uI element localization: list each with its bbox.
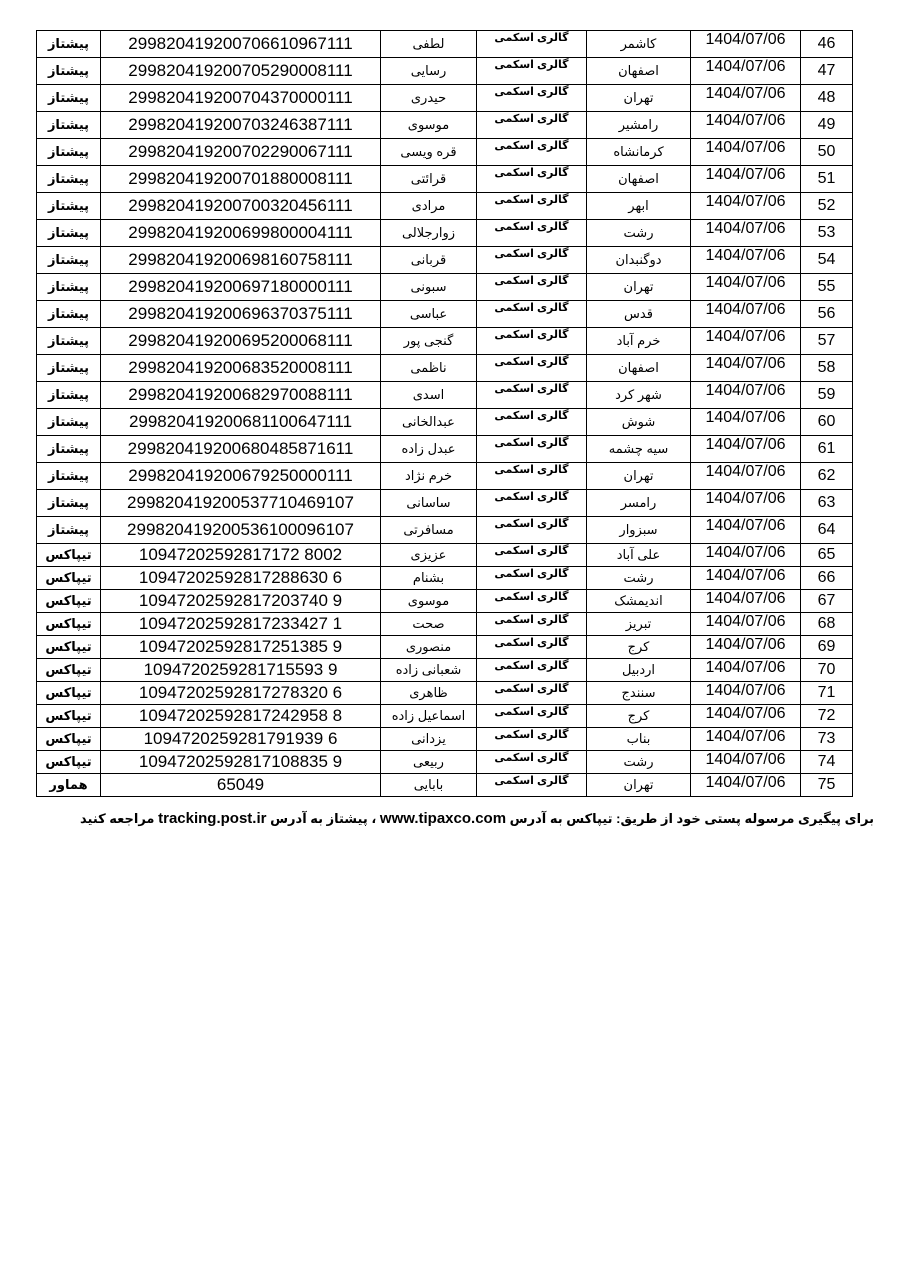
sender-cell: گالری اسکمی: [477, 139, 587, 166]
sender-cell: گالری اسکمی: [477, 328, 587, 355]
row-number-cell: 53: [801, 220, 853, 247]
table-row: [37, 274, 853, 301]
row-number-cell: 67: [801, 590, 853, 613]
shipment-sheet: [36, 30, 852, 797]
sender-cell: گالری اسکمی: [477, 463, 587, 490]
sender-cell: گالری اسکمی: [477, 301, 587, 328]
carrier-cell: تیپاکس: [37, 705, 101, 728]
date-cell: 1404/07/06: [691, 220, 801, 247]
tracking-number-cell: 299820419200702290067111: [101, 139, 381, 166]
recipient-name-cell: ساسانی: [381, 490, 477, 517]
carrier-cell: پیشتاز: [37, 166, 101, 193]
recipient-name-cell: ظاهری: [381, 682, 477, 705]
city-cell: تهران: [587, 463, 691, 490]
row-number-cell: 54: [801, 247, 853, 274]
date-cell: 1404/07/06: [691, 682, 801, 705]
recipient-name-cell: اسدی: [381, 382, 477, 409]
tracking-number-cell: 299820419200680485871611: [101, 436, 381, 463]
city-cell: سبزوار: [587, 517, 691, 544]
city-cell: اندیمشک: [587, 590, 691, 613]
city-cell: تهران: [587, 85, 691, 112]
recipient-name-cell: عباسی: [381, 301, 477, 328]
date-cell: 1404/07/06: [691, 659, 801, 682]
city-cell: رامسر: [587, 490, 691, 517]
row-number-cell: 49: [801, 112, 853, 139]
recipient-name-cell: صحت: [381, 613, 477, 636]
city-cell: کرج: [587, 705, 691, 728]
table-row: [37, 301, 853, 328]
table-row: [37, 58, 853, 85]
row-number-cell: 75: [801, 774, 853, 797]
carrier-cell: پیشتاز: [37, 58, 101, 85]
recipient-name-cell: شعبانی زاده: [381, 659, 477, 682]
recipient-name-cell: قرائتی: [381, 166, 477, 193]
sender-cell: گالری اسکمی: [477, 193, 587, 220]
recipient-name-cell: خرم نژاد: [381, 463, 477, 490]
recipient-name-cell: اسماعیل زاده: [381, 705, 477, 728]
city-cell: علی آباد: [587, 544, 691, 567]
sender-cell: گالری اسکمی: [477, 382, 587, 409]
sender-cell: گالری اسکمی: [477, 517, 587, 544]
date-cell: 1404/07/06: [691, 544, 801, 567]
table-row: [37, 112, 853, 139]
table-row: [37, 728, 853, 751]
row-number-cell: 56: [801, 301, 853, 328]
row-number-cell: 72: [801, 705, 853, 728]
sender-cell: گالری اسکمی: [477, 774, 587, 797]
city-cell: اصفهان: [587, 58, 691, 85]
city-cell: قدس: [587, 301, 691, 328]
table-row: [37, 166, 853, 193]
date-cell: 1404/07/06: [691, 355, 801, 382]
city-cell: تبریز: [587, 613, 691, 636]
date-cell: 1404/07/06: [691, 409, 801, 436]
tracking-number-cell: 299820419200704370000111: [101, 85, 381, 112]
carrier-cell: تیپاکس: [37, 567, 101, 590]
table-row: [37, 636, 853, 659]
date-cell: 1404/07/06: [691, 58, 801, 85]
sender-cell: گالری اسکمی: [477, 247, 587, 274]
date-cell: 1404/07/06: [691, 774, 801, 797]
city-cell: کرج: [587, 636, 691, 659]
date-cell: 1404/07/06: [691, 247, 801, 274]
tracking-number-cell: 299820419200701880008111: [101, 166, 381, 193]
city-cell: سیه چشمه: [587, 436, 691, 463]
recipient-name-cell: زوارجلالی: [381, 220, 477, 247]
footer-middle: ، پیشتاز به آدرس: [270, 811, 377, 826]
city-cell: بناب: [587, 728, 691, 751]
tracking-number-cell: 299820419200681100647111: [101, 409, 381, 436]
carrier-cell: پیشتاز: [37, 382, 101, 409]
carrier-cell: پیشتاز: [37, 85, 101, 112]
sender-cell: گالری اسکمی: [477, 274, 587, 301]
tracking-number-cell: 299820419200699800004111: [101, 220, 381, 247]
date-cell: 1404/07/06: [691, 751, 801, 774]
row-number-cell: 57: [801, 328, 853, 355]
sender-cell: گالری اسکمی: [477, 705, 587, 728]
sender-cell: گالری اسکمی: [477, 659, 587, 682]
carrier-cell: پیشتاز: [37, 220, 101, 247]
post-tracking-link[interactable]: tracking.post.ir: [158, 810, 267, 827]
carrier-cell: پیشتاز: [37, 193, 101, 220]
carrier-cell: تیپاکس: [37, 728, 101, 751]
sender-cell: گالری اسکمی: [477, 567, 587, 590]
tracking-number-cell: 299820419200697180000111: [101, 274, 381, 301]
table-row: [37, 774, 853, 797]
sender-cell: گالری اسکمی: [477, 409, 587, 436]
city-cell: اردبیل: [587, 659, 691, 682]
row-number-cell: 58: [801, 355, 853, 382]
city-cell: سنندج: [587, 682, 691, 705]
tracking-number-cell: 10947202592817242958 8: [101, 705, 381, 728]
row-number-cell: 60: [801, 409, 853, 436]
carrier-cell: پیشتاز: [37, 274, 101, 301]
table-row: [37, 409, 853, 436]
carrier-cell: تیپاکس: [37, 613, 101, 636]
row-number-cell: 61: [801, 436, 853, 463]
tracking-number-cell: 299820419200679250000111: [101, 463, 381, 490]
recipient-name-cell: سبونی: [381, 274, 477, 301]
row-number-cell: 59: [801, 382, 853, 409]
sender-cell: گالری اسکمی: [477, 490, 587, 517]
table-row: [37, 193, 853, 220]
sender-cell: گالری اسکمی: [477, 544, 587, 567]
sender-cell: گالری اسکمی: [477, 636, 587, 659]
recipient-name-cell: مسافرتی: [381, 517, 477, 544]
date-cell: 1404/07/06: [691, 590, 801, 613]
carrier-cell: پیشتاز: [37, 436, 101, 463]
row-number-cell: 46: [801, 31, 853, 58]
date-cell: 1404/07/06: [691, 436, 801, 463]
date-cell: 1404/07/06: [691, 139, 801, 166]
row-number-cell: 68: [801, 613, 853, 636]
tracking-number-cell: 10947202592817108835 9: [101, 751, 381, 774]
tipax-website-link[interactable]: www.tipaxco.com: [379, 810, 507, 827]
shipments-table-body: [37, 31, 853, 797]
table-row: [37, 517, 853, 544]
date-cell: 1404/07/06: [691, 382, 801, 409]
recipient-name-cell: منصوری: [381, 636, 477, 659]
recipient-name-cell: عبدالخانی: [381, 409, 477, 436]
row-number-cell: 48: [801, 85, 853, 112]
tracking-number-cell: 299820419200703246387111: [101, 112, 381, 139]
tracking-number-cell: 299820419200537710469107: [101, 490, 381, 517]
recipient-name-cell: موسوی: [381, 590, 477, 613]
carrier-cell: پیشتاز: [37, 112, 101, 139]
sender-cell: گالری اسکمی: [477, 112, 587, 139]
recipient-name-cell: حیدری: [381, 85, 477, 112]
city-cell: خرم آباد: [587, 328, 691, 355]
sender-cell: گالری اسکمی: [477, 751, 587, 774]
city-cell: رشت: [587, 220, 691, 247]
city-cell: شوش: [587, 409, 691, 436]
row-number-cell: 52: [801, 193, 853, 220]
sender-cell: گالری اسکمی: [477, 613, 587, 636]
sender-cell: گالری اسکمی: [477, 85, 587, 112]
carrier-cell: پیشتاز: [37, 31, 101, 58]
recipient-name-cell: قره ویسی: [381, 139, 477, 166]
table-row: [37, 85, 853, 112]
date-cell: 1404/07/06: [691, 613, 801, 636]
date-cell: 1404/07/06: [691, 166, 801, 193]
city-cell: رشت: [587, 751, 691, 774]
row-number-cell: 55: [801, 274, 853, 301]
table-row: [37, 567, 853, 590]
tracking-number-cell: 65049: [101, 774, 381, 797]
tracking-number-cell: 299820419200698160758111: [101, 247, 381, 274]
row-number-cell: 65: [801, 544, 853, 567]
footer-prefix: برای پیگیری مرسوله پستی خود از طریق: تیپاکس به آدرس: [509, 811, 874, 826]
table-row: [37, 463, 853, 490]
table-row: [37, 659, 853, 682]
city-cell: رامشیر: [587, 112, 691, 139]
table-row: [37, 31, 853, 58]
table-row: [37, 328, 853, 355]
tracking-number-cell: 10947202592817278320 6: [101, 682, 381, 705]
table-row: [37, 247, 853, 274]
tracking-number-cell: 10947202592817251385 9: [101, 636, 381, 659]
carrier-cell: پیشتاز: [37, 301, 101, 328]
table-row: [37, 382, 853, 409]
city-cell: کاشمر: [587, 31, 691, 58]
carrier-cell: پیشتاز: [37, 139, 101, 166]
carrier-cell: پیشتاز: [37, 328, 101, 355]
tracking-number-cell: 10947202592817172 8002: [101, 544, 381, 567]
date-cell: 1404/07/06: [691, 705, 801, 728]
date-cell: 1404/07/06: [691, 112, 801, 139]
table-row: [37, 705, 853, 728]
row-number-cell: 50: [801, 139, 853, 166]
row-number-cell: 62: [801, 463, 853, 490]
row-number-cell: 73: [801, 728, 853, 751]
row-number-cell: 63: [801, 490, 853, 517]
recipient-name-cell: بشنام: [381, 567, 477, 590]
carrier-cell: هماور: [37, 774, 101, 797]
row-number-cell: 64: [801, 517, 853, 544]
row-number-cell: 71: [801, 682, 853, 705]
row-number-cell: 51: [801, 166, 853, 193]
sender-cell: گالری اسکمی: [477, 436, 587, 463]
carrier-cell: تیپاکس: [37, 590, 101, 613]
sender-cell: گالری اسکمی: [477, 355, 587, 382]
footer-suffix: مراجعه کنید: [80, 811, 155, 826]
carrier-cell: پیشتاز: [37, 409, 101, 436]
table-row: [37, 355, 853, 382]
sender-cell: گالری اسکمی: [477, 590, 587, 613]
recipient-name-cell: لطفی: [381, 31, 477, 58]
date-cell: 1404/07/06: [691, 301, 801, 328]
carrier-cell: تیپاکس: [37, 636, 101, 659]
recipient-name-cell: ناظمی: [381, 355, 477, 382]
tracking-number-cell: 299820419200536100096107: [101, 517, 381, 544]
row-number-cell: 74: [801, 751, 853, 774]
date-cell: 1404/07/06: [691, 490, 801, 517]
sender-cell: گالری اسکمی: [477, 31, 587, 58]
carrier-cell: پیشتاز: [37, 355, 101, 382]
city-cell: کرمانشاه: [587, 139, 691, 166]
carrier-cell: پیشتاز: [37, 517, 101, 544]
tracking-number-cell: 1094720259281791939 6: [101, 728, 381, 751]
tracking-number-cell: 1094720259281715593 9: [101, 659, 381, 682]
carrier-cell: تیپاکس: [37, 544, 101, 567]
tracking-number-cell: 299820419200683520008111: [101, 355, 381, 382]
table-row: [37, 751, 853, 774]
tracking-number-cell: 299820419200696370375111: [101, 301, 381, 328]
city-cell: ابهر: [587, 193, 691, 220]
recipient-name-cell: عزیزی: [381, 544, 477, 567]
table-row: [37, 682, 853, 705]
recipient-name-cell: قربانی: [381, 247, 477, 274]
recipient-name-cell: گنجی پور: [381, 328, 477, 355]
row-number-cell: 69: [801, 636, 853, 659]
city-cell: شهر کرد: [587, 382, 691, 409]
tracking-number-cell: 299820419200706610967111: [101, 31, 381, 58]
recipient-name-cell: عبدل زاده: [381, 436, 477, 463]
date-cell: 1404/07/06: [691, 274, 801, 301]
sender-cell: گالری اسکمی: [477, 728, 587, 751]
table-row: [37, 490, 853, 517]
recipient-name-cell: رسایی: [381, 58, 477, 85]
table-row: [37, 220, 853, 247]
tracking-number-cell: 299820419200682970088111: [101, 382, 381, 409]
carrier-cell: تیپاکس: [37, 659, 101, 682]
table-row: [37, 613, 853, 636]
tracking-number-cell: 299820419200695200068111: [101, 328, 381, 355]
recipient-name-cell: مرادی: [381, 193, 477, 220]
shipments-table: [36, 30, 853, 797]
carrier-cell: تیپاکس: [37, 751, 101, 774]
tracking-instructions: [36, 810, 874, 827]
carrier-cell: پیشتاز: [37, 247, 101, 274]
sender-cell: گالری اسکمی: [477, 166, 587, 193]
city-cell: رشت: [587, 567, 691, 590]
sender-cell: گالری اسکمی: [477, 682, 587, 705]
carrier-cell: پیشتاز: [37, 490, 101, 517]
date-cell: 1404/07/06: [691, 85, 801, 112]
date-cell: 1404/07/06: [691, 728, 801, 751]
table-row: [37, 436, 853, 463]
recipient-name-cell: موسوی: [381, 112, 477, 139]
sender-cell: گالری اسکمی: [477, 220, 587, 247]
row-number-cell: 66: [801, 567, 853, 590]
row-number-cell: 70: [801, 659, 853, 682]
table-row: [37, 139, 853, 166]
date-cell: 1404/07/06: [691, 193, 801, 220]
recipient-name-cell: یزدانی: [381, 728, 477, 751]
date-cell: 1404/07/06: [691, 567, 801, 590]
tracking-number-cell: 299820419200705290008111: [101, 58, 381, 85]
tracking-number-cell: 10947202592817288630 6: [101, 567, 381, 590]
city-cell: اصفهان: [587, 166, 691, 193]
city-cell: اصفهان: [587, 355, 691, 382]
date-cell: 1404/07/06: [691, 328, 801, 355]
row-number-cell: 47: [801, 58, 853, 85]
carrier-cell: پیشتاز: [37, 463, 101, 490]
tracking-number-cell: 299820419200700320456111: [101, 193, 381, 220]
table-row: [37, 590, 853, 613]
date-cell: 1404/07/06: [691, 31, 801, 58]
tracking-number-cell: 10947202592817233427 1: [101, 613, 381, 636]
city-cell: تهران: [587, 774, 691, 797]
date-cell: 1404/07/06: [691, 463, 801, 490]
date-cell: 1404/07/06: [691, 517, 801, 544]
sender-cell: گالری اسکمی: [477, 58, 587, 85]
carrier-cell: تیپاکس: [37, 682, 101, 705]
city-cell: دوگنبدان: [587, 247, 691, 274]
recipient-name-cell: بابایی: [381, 774, 477, 797]
table-row: [37, 544, 853, 567]
recipient-name-cell: ربیعی: [381, 751, 477, 774]
city-cell: تهران: [587, 274, 691, 301]
date-cell: 1404/07/06: [691, 636, 801, 659]
tracking-number-cell: 10947202592817203740 9: [101, 590, 381, 613]
